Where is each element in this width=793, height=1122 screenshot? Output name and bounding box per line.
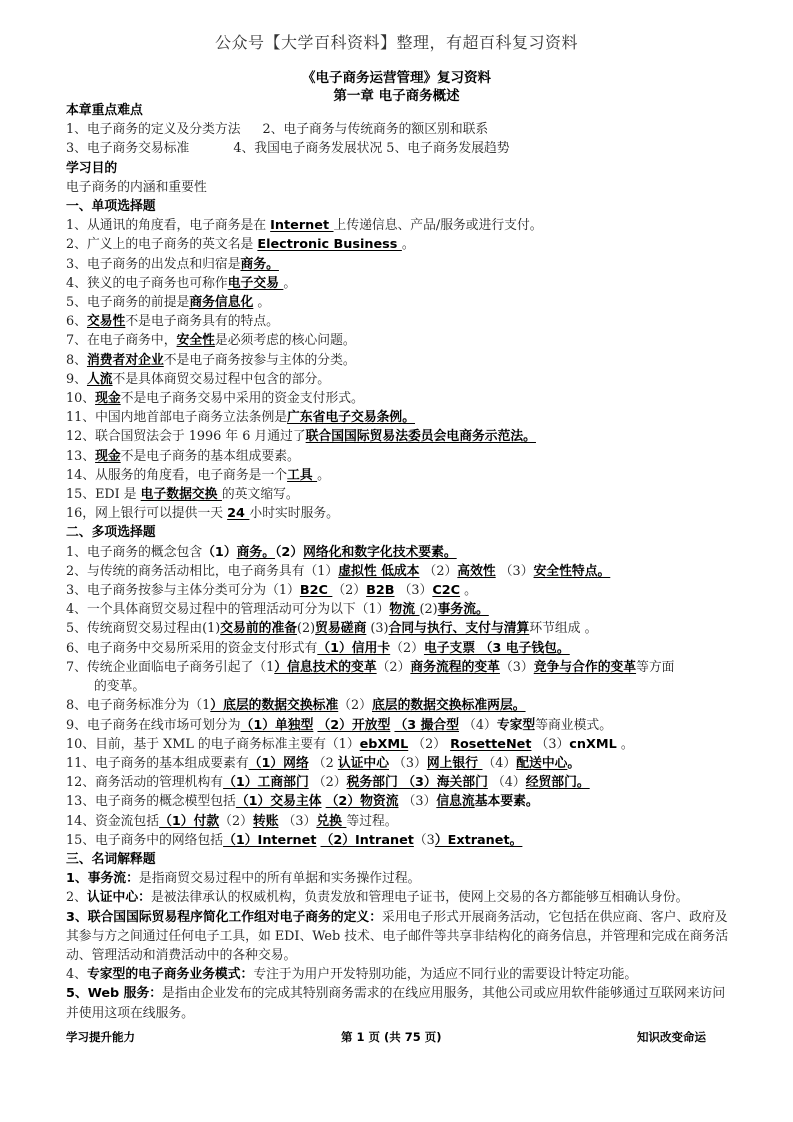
page-number: 第 1 页 (共 75 页) xyxy=(341,1030,442,1044)
text-line xyxy=(66,370,734,389)
text-segment: （2） xyxy=(332,583,367,599)
answer-text: 事务流。 xyxy=(437,602,489,618)
text-line xyxy=(66,562,734,581)
answer-text: 工具 xyxy=(287,467,318,483)
text-segment: （2） xyxy=(390,640,424,656)
answer-text: 消费者对企业 xyxy=(86,352,164,368)
text-segment: 等商业模式。 xyxy=(535,717,612,733)
answer-text: 合同与执行、支付与清算 xyxy=(388,621,530,637)
answer-text: 安全性特点。 xyxy=(533,563,611,579)
answer-text: （1）单独型 xyxy=(240,717,314,733)
text-segment: （3 xyxy=(413,832,435,848)
text-segment: (2) xyxy=(419,602,438,618)
text-segment: 2、 xyxy=(66,890,87,906)
answer-text: 信息流 xyxy=(436,794,475,810)
bold-text: （2） xyxy=(275,544,304,560)
chapter-title: 第一章 电子商务概述 xyxy=(333,88,460,104)
answer-text: ebXML xyxy=(359,736,409,752)
text-segment: 12、联合国贸法会于 1996 年 6 月通过了 xyxy=(66,429,306,445)
text-line xyxy=(66,485,734,504)
text-line xyxy=(66,504,734,523)
text-line xyxy=(66,735,734,754)
text-segment: 。 xyxy=(616,736,634,752)
text-segment: （2） xyxy=(376,659,411,675)
document-title: 《电子商务运营管理》复习资料 xyxy=(302,70,491,86)
bold-text: 1、事务流： xyxy=(66,871,139,887)
text-segment: 7、在电子商务中， xyxy=(66,333,177,349)
text-line xyxy=(66,139,734,158)
text-segment: 3、电子商务按参与主体分类可分为（1） xyxy=(66,583,300,599)
text-segment: 5、电子商务的前提是 xyxy=(66,295,190,311)
text-line xyxy=(66,888,734,907)
text-segment: （2） xyxy=(338,698,372,714)
text-line xyxy=(66,831,734,850)
text-line xyxy=(66,658,734,677)
text-line xyxy=(66,619,734,638)
text-segment: 电子商务的内涵和重要性 xyxy=(66,179,207,195)
text-segment: （2） xyxy=(308,775,347,791)
text-line xyxy=(66,965,734,984)
text-segment: 11、电子商务的基本组成要素有 xyxy=(66,755,249,771)
text-segment: （3） xyxy=(394,583,433,599)
text-segment: （3） xyxy=(389,755,427,771)
text-segment: 是指由企业发布的完成其特别商务需求的在线应用服务，其他公司或应用软件能够通过互联网来访问并使用这项在线服务。 xyxy=(66,986,726,1021)
text-segment: （4） xyxy=(482,755,517,771)
text-segment: 2、与传统的商务活动相比，电子商务具有（1） xyxy=(66,563,339,579)
text-segment: 1、电子商务的概念包含 xyxy=(66,544,203,560)
text-segment: 4、狭义的电子商务也可称作 xyxy=(66,275,228,291)
text-segment: 。 xyxy=(401,237,415,253)
text-segment: （2） xyxy=(408,736,451,752)
answer-text: B2B xyxy=(366,583,395,599)
answer-text: ）底层的数据交换标准 xyxy=(210,698,339,714)
answer-text: 虚拟性 低成本 xyxy=(338,563,420,579)
answer-text: 24 xyxy=(227,506,250,522)
bold-text: 基本要素。 xyxy=(474,794,539,810)
text-segment: 上传递信息、产品/服务或进行支付。 xyxy=(333,218,543,234)
text-segment: 8、电子商务标准分为（1 xyxy=(66,698,211,714)
answer-text: （1）网络 xyxy=(248,755,309,771)
answer-text: 广东省电子交易条例。 xyxy=(287,410,416,426)
answer-text: 电子交易 xyxy=(227,275,284,291)
text-line xyxy=(66,639,734,658)
answer-text: 商务信息化 xyxy=(189,295,254,311)
text-segment: 16，网上银行可以提供一天 xyxy=(66,506,228,522)
text-line xyxy=(66,447,734,466)
text-segment: 4、一个具体商贸交易过程中的管理活动可分为以下（1） xyxy=(66,602,390,618)
text-line xyxy=(66,581,734,600)
page-footer xyxy=(66,1029,706,1049)
answer-text: （1）Internet xyxy=(223,832,317,848)
text-segment: 6、 xyxy=(66,314,87,330)
text-segment: 的变革。 xyxy=(94,679,146,695)
text-line xyxy=(66,389,734,408)
answer-text: 安全性 xyxy=(176,333,215,349)
bold-text: 专家型的电子商务业务模式： xyxy=(86,967,254,983)
section-heading: 三、名词解释题 xyxy=(66,851,156,867)
text-segment: 不是电子商务交易中采用的资金支付形式。 xyxy=(120,391,364,407)
section-heading: 学习目的 xyxy=(66,160,118,176)
answer-text: （1）信用卡 xyxy=(317,640,391,656)
answer-text: 底层的数据交换标准两层。 xyxy=(371,698,526,714)
text-line xyxy=(66,696,734,715)
text-segment: （3） xyxy=(398,794,437,810)
text-segment: 10、 xyxy=(66,391,96,407)
answer-text: 商务。 xyxy=(236,544,276,560)
answer-text: （2）Intranet xyxy=(320,832,414,848)
text-line xyxy=(66,274,734,293)
text-segment: 。 xyxy=(253,295,271,311)
text-line xyxy=(66,716,734,735)
answer-text: 电子数据交换 xyxy=(140,487,222,503)
text-segment: （2） xyxy=(219,813,253,829)
answer-text: 联合国国际贸易法委员会电商务示范法。 xyxy=(305,429,536,445)
text-segment: 采用电子形式开展商务活动，它包括在供应商、客户、政府及其参与方之间通过任何电子工具，如 EDI、Web 技术、电子邮件等共享非结构化的商务信息，并管理和完成在商务活动、管理活动和消费活动中的各种交易。 xyxy=(66,909,729,963)
answer-text: 竞争与合作的变革 xyxy=(533,659,637,675)
text-segment: （3） xyxy=(531,736,570,752)
text-segment: 5、传统商贸交易过程由(1) xyxy=(66,621,221,637)
answer-text: 转账 xyxy=(252,813,279,829)
text-segment: 不是电子商务的基本组成要素。 xyxy=(120,448,300,464)
text-segment: 等方面 xyxy=(636,659,675,675)
text-line xyxy=(66,908,734,966)
text-segment: 3、电子商务的出发点和归宿是 xyxy=(66,256,241,272)
text-segment: 不是电子商务具有的特点。 xyxy=(125,314,279,330)
text-line xyxy=(66,812,734,831)
text-segment: 等过程。 xyxy=(346,813,398,829)
text-segment: 2、广义上的电子商务的英文名是 xyxy=(66,237,258,253)
answer-text: 现金 xyxy=(95,391,121,407)
text-segment: 13、电子商务的概念模型包括 xyxy=(66,794,236,810)
text-segment: （4） xyxy=(459,717,497,733)
answer-text: 物流 xyxy=(389,602,420,618)
answer-text: 网络化和数字化技术要素。 xyxy=(303,544,457,560)
text-segment: (2) xyxy=(297,621,316,637)
text-segment: 。 xyxy=(460,583,477,599)
text-segment: 13、 xyxy=(66,448,96,464)
text-segment: 。 xyxy=(283,275,297,291)
text-line xyxy=(66,351,734,370)
watermark-header: 公众号【大学百科资料】整理，有超百科复习资料 xyxy=(214,33,578,52)
text-line xyxy=(66,235,734,254)
text-segment: 9、电子商务在线市场可划分为 xyxy=(66,717,241,733)
text-line xyxy=(66,427,734,446)
text-segment: 14、从服务的角度看，电子商务是一个 xyxy=(66,467,288,483)
text-segment: 11、中国内地首部电子商务立法条例是 xyxy=(66,410,288,426)
answer-text: C2C xyxy=(432,583,461,599)
answer-text: 认证中心 xyxy=(337,755,390,771)
text-segment: 不是电子商务按参与主体的分类。 xyxy=(163,352,356,368)
text-segment: 15、电子商务中的网络包括 xyxy=(66,832,224,848)
answer-text: （1）工商部门 xyxy=(223,775,309,791)
text-line xyxy=(66,792,734,811)
text-line xyxy=(66,312,734,331)
text-line xyxy=(66,600,734,619)
answer-text: 交易性 xyxy=(86,314,126,330)
text-segment: 。 xyxy=(317,467,330,483)
text-line xyxy=(66,754,734,773)
answer-text: B2C xyxy=(299,583,333,599)
section-heading: 本章重点难点 xyxy=(66,103,143,118)
answer-text: 交易前的准备 xyxy=(220,621,298,637)
text-segment: 2、电子商务与传统商务的额区别和联系 xyxy=(262,122,489,138)
text-segment: 6、电子商务中交易所采用的资金支付形式有 xyxy=(66,640,318,656)
text-segment: 不是具体商贸交易过程中包含的部分。 xyxy=(112,371,331,387)
answer-text: ）Extranet。 xyxy=(434,832,523,848)
text-segment: 4、我国电子商务发展状况 5、电子商务发展趋势 xyxy=(233,141,510,157)
section-heading: 二、多项选择题 xyxy=(66,525,156,541)
answer-text: Internet xyxy=(270,218,334,234)
answer-text: ）信息技术的变革 xyxy=(274,659,377,675)
text-line xyxy=(66,408,734,427)
bold-text: 3、联合国国际贸易程序简化工作组对电子商务的定义： xyxy=(66,909,383,925)
text-line xyxy=(66,466,734,485)
text-line xyxy=(66,216,734,235)
bold-text: 认证中心： xyxy=(86,890,151,906)
answer-text: 配送中心 xyxy=(516,755,568,771)
footer-right-text: 知识改变命运 xyxy=(637,1030,706,1044)
text-segment: 14、资金流包括 xyxy=(66,813,160,829)
answer-text: RosetteNet xyxy=(450,736,532,752)
text-segment: （3） xyxy=(278,813,317,829)
text-line xyxy=(66,984,734,1022)
answer-text: 贸易磋商 xyxy=(315,621,367,637)
bold-text: 5、Web 服务： xyxy=(66,986,163,1002)
answer-text: 商务流程的变革 xyxy=(410,659,500,675)
text-segment: （4） xyxy=(487,775,526,791)
answer-text: 商务。 xyxy=(240,256,279,272)
answer-text: 现金 xyxy=(95,448,121,464)
footer-left-text: 学习提升能力 xyxy=(66,1030,135,1044)
answer-text: 经贸部门。 xyxy=(525,775,590,791)
bold-text: （1） xyxy=(202,544,237,560)
bold-text: cnXML xyxy=(569,736,617,752)
text-segment: 小时实时服务。 xyxy=(249,506,339,522)
text-line xyxy=(66,120,734,139)
text-segment: 7、传统企业面临电子商务引起了（1 xyxy=(66,659,275,675)
text-segment: 8、 xyxy=(66,352,87,368)
bold-text: 专家型 xyxy=(496,717,536,733)
text-line xyxy=(66,869,734,888)
text-segment: 12、商务活动的管理机构有 xyxy=(66,775,224,791)
section-heading: 一、单项选择题 xyxy=(66,199,156,215)
text-segment: （3） xyxy=(495,563,534,579)
text-segment: 的英文缩写。 xyxy=(221,487,299,503)
answer-text: Electronic Business xyxy=(257,237,402,253)
text-line xyxy=(66,178,734,197)
text-segment: （2） xyxy=(419,563,458,579)
answer-text: 人流 xyxy=(86,371,113,387)
text-segment: （2 xyxy=(308,755,338,771)
text-segment: 1、电子商务的定义及分类方法 xyxy=(66,122,241,138)
text-segment: 3、电子商务交易标准 xyxy=(66,141,190,157)
text-line xyxy=(66,293,734,312)
text-segment: 9、 xyxy=(66,371,87,387)
answer-text: 电子支票 （3 电子钱包。 xyxy=(423,640,570,656)
answer-text: 税务部门 （3）海关部门 xyxy=(346,775,488,791)
text-segment: 10、目前，基于 XML 的电子商务标准主要有（1） xyxy=(66,736,360,752)
text-segment: 是必须考虑的核心问题。 xyxy=(214,333,356,349)
answer-text: （2）物资流 xyxy=(325,794,399,810)
answer-text: （2）开放型 xyxy=(317,717,391,733)
document-body xyxy=(66,101,734,1023)
text-segment: （3） xyxy=(499,659,534,675)
answer-text: 高效性 xyxy=(457,563,496,579)
text-segment: (3) xyxy=(366,621,389,637)
text-segment: 专注于为用户开发特别功能，为适应不同行业的需要设计特定功能。 xyxy=(253,967,638,983)
text-line xyxy=(66,543,734,562)
text-segment: 15、EDI 是 xyxy=(66,487,141,503)
text-segment: 是指商贸交易过程中的所有单据和实务操作过程。 xyxy=(138,871,421,887)
answer-text: （1）付款 xyxy=(159,813,220,829)
answer-text: （1）交易主体 xyxy=(235,794,322,810)
answer-text: 网上银行 xyxy=(426,755,483,771)
answer-text: 兑换 xyxy=(316,813,347,829)
text-segment: 环节组成 。 xyxy=(529,621,598,637)
text-line xyxy=(66,255,734,274)
answer-text: （3 撮合型 xyxy=(394,717,459,733)
bold-text: 。 xyxy=(567,755,581,771)
text-segment: 是被法律承认的权威机构，负责发放和管理电子证书，使网上交易的各方都能够互相确认身份。 xyxy=(150,890,689,906)
text-line xyxy=(66,773,734,792)
text-line xyxy=(66,331,734,350)
text-segment: 4、 xyxy=(66,967,87,983)
text-line xyxy=(66,677,734,696)
text-segment: 1、从通讯的角度看，电子商务是在 xyxy=(66,218,271,234)
